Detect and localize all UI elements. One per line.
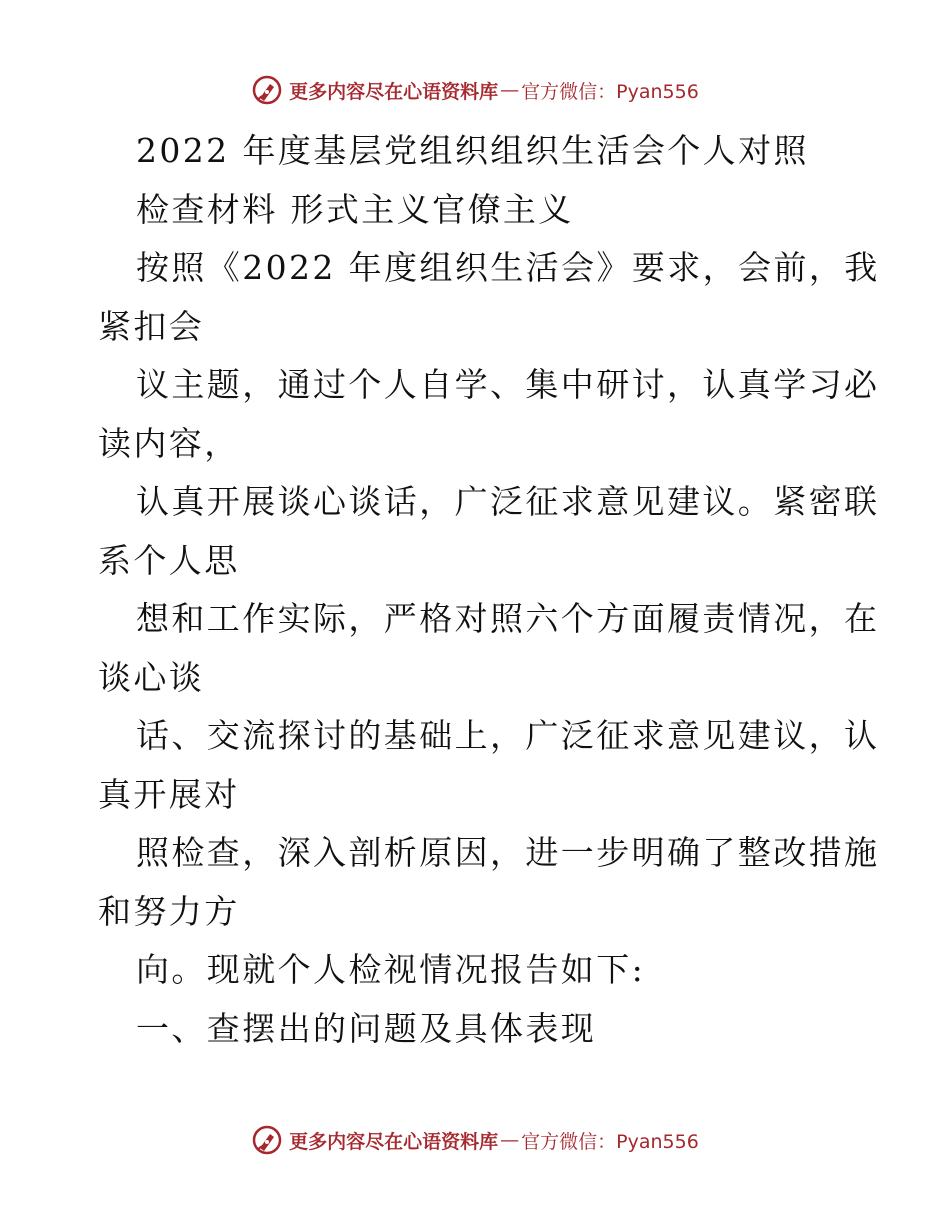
paragraph-line: 想和工作实际，严格对照六个方面履责情况，在	[136, 599, 880, 638]
paragraph-line: 话、交流探讨的基础上，广泛征求意见建议，认	[136, 716, 880, 755]
paragraph-line: 谈心谈	[98, 657, 205, 697]
paragraph-line: 按照《2022 年度组织生活会》要求，会前，我	[136, 248, 880, 287]
paragraph-line: 议主题，通过个人自学、集中研讨，认真学习必	[136, 365, 880, 404]
title-line-2: 检查材料 形式主义官僚主义	[136, 189, 574, 229]
section-heading: 一、查摆出的问题及具体表现	[136, 1008, 597, 1048]
banner-title: 更多内容尽在心语资料库	[289, 80, 499, 103]
pen-nib-logo-icon	[251, 74, 283, 106]
footer-banner	[0, 1120, 950, 1160]
header-banner	[0, 70, 950, 110]
paragraph-line: 向。现就个人检视情况报告如下:	[136, 950, 646, 989]
banner-wechat: 官方微信：Pyan556	[521, 80, 699, 103]
banner-separator: —	[500, 79, 520, 101]
document-body	[98, 122, 880, 1058]
paragraph-line: 系个人思	[98, 540, 240, 580]
paragraph-line: 照检查，深入剖析原因，进一步明确了整改措施	[136, 833, 880, 872]
title-line-1: 2022 年度基层党组织组织生活会个人对照	[136, 131, 809, 170]
banner-wechat: 官方微信：Pyan556	[521, 1130, 699, 1153]
banner-title: 更多内容尽在心语资料库	[289, 1130, 499, 1153]
paragraph-line: 真开展对	[98, 774, 240, 814]
paragraph-line: 读内容，	[98, 423, 240, 463]
paragraph-line: 紧扣会	[98, 306, 205, 346]
paragraph-line: 认真开展谈心谈话，广泛征求意见建议。紧密联	[136, 482, 880, 521]
paragraph-line: 和努力方	[98, 891, 240, 931]
banner-separator: —	[500, 1129, 520, 1151]
pen-nib-logo-icon	[251, 1124, 283, 1156]
